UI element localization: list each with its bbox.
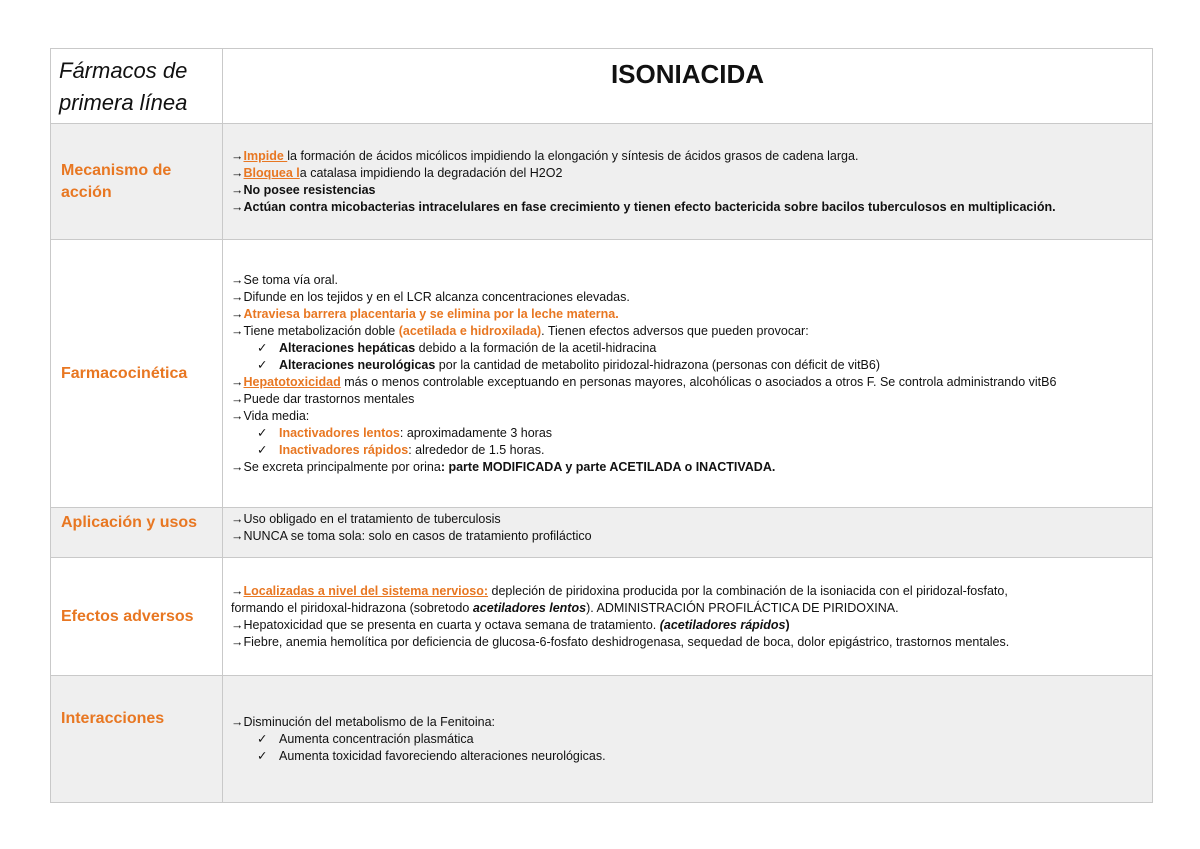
farmaco-line-8-bold: : parte MODIFICADA y parte ACETILADA o INACTIVADA. — [440, 459, 776, 474]
mecanismo-line-3 — [231, 182, 1144, 199]
farmaco-sub-1-text: debido a la formación de la acetil-hidracina — [415, 340, 657, 355]
arrow-icon: → — [231, 408, 244, 423]
farmaco-line-3-text: Atraviesa barrera placentaria y se elimina por la leche materna. — [243, 306, 619, 321]
farmaco-line-3 — [231, 306, 1144, 323]
efectos-line-1b-text-a: formando el piridoxal-hidrazona (sobretodo — [231, 600, 473, 615]
arrow-icon: → — [231, 529, 244, 543]
header-left-line2: primera línea — [59, 90, 188, 115]
label-mecanismo: Mecanismo de acción — [51, 124, 223, 240]
farmaco-line-7 — [231, 408, 1144, 425]
arrow-icon: → — [231, 391, 244, 406]
row-aplicacion — [51, 508, 1153, 558]
check-icon: ✓ — [257, 340, 268, 355]
highlight-hepatotoxicidad: Hepatotoxicidad — [243, 374, 341, 389]
farmaco-sub-3-highlight: Inactivadores lentos — [279, 425, 400, 440]
check-icon: ✓ — [257, 442, 268, 457]
efectos-line-2-italic: (acetiladores rápidos — [659, 617, 786, 632]
farmaco-line-5-text: más o menos controlable exceptuando en personas mayores, alcohólicas o asociados a otros F. Se controla administrando vitB6 — [340, 374, 1057, 389]
farmaco-line-4-text-a: Tiene metabolización doble — [243, 323, 399, 338]
header-left-cell — [51, 49, 223, 124]
check-icon: ✓ — [257, 732, 268, 746]
farmaco-line-2 — [231, 289, 1144, 306]
row-interacciones — [51, 676, 1153, 803]
label-aplicacion: Aplicación y usos — [51, 508, 223, 558]
farmaco-line-1-text: Se toma vía oral. — [243, 272, 338, 287]
efectos-line-2-close: ) — [785, 617, 790, 632]
efectos-line-3-text: Fiebre, anemia hemolítica por deficiencia de glucosa-6-fosfato deshidrogenasa, sequedad de boca, dolor epigástrico, trastornos mentales. — [243, 634, 1010, 649]
interacciones-line-1 — [231, 714, 1144, 731]
row-farmacocinetica — [51, 240, 1153, 508]
mecanismo-line-3-text: No posee resistencias — [243, 182, 376, 197]
drug-table — [50, 48, 1153, 803]
arrow-icon: → — [231, 289, 244, 304]
arrow-icon: → — [231, 199, 244, 214]
farmaco-sub-1 — [231, 340, 1144, 357]
mecanismo-line-4-text: Actúan contra micobacterias intracelulares en fase crecimiento y tienen efecto bactericida sobre bacilos tuberculosos en multiplicación. — [243, 199, 1056, 214]
check-icon: ✓ — [257, 357, 268, 372]
arrow-icon: → — [231, 182, 244, 197]
content-farmacocinetica — [223, 240, 1153, 508]
farmaco-sub-4-text: : alrededor de 1.5 horas. — [408, 442, 545, 457]
arrow-icon: → — [231, 272, 244, 287]
efectos-line-2-text: Hepatoxicidad que se presenta en cuarta y octava semana de tratamiento. — [243, 617, 660, 632]
aplicacion-line-1 — [231, 511, 1144, 528]
highlight-bloquea: Bloquea l — [243, 165, 300, 180]
arrow-icon: → — [231, 617, 244, 632]
farmaco-line-8-text: Se excreta principalmente por orina — [243, 459, 441, 474]
content-efectos — [223, 558, 1153, 676]
header-left-line1: Fármacos de — [59, 58, 188, 83]
farmaco-line-4-text-b: . Tienen efectos adversos que pueden provocar: — [541, 323, 809, 338]
farmaco-sub-2-bold: Alteraciones neurológicas — [279, 357, 436, 372]
arrow-icon: → — [231, 323, 244, 338]
farmaco-line-4 — [231, 323, 1144, 340]
arrow-icon: → — [231, 512, 244, 526]
farmaco-line-5 — [231, 374, 1144, 391]
mecanismo-line-2 — [231, 165, 1144, 182]
mecanismo-line-1-text: la formación de ácidos micólicos impidiendo la elongación y síntesis de ácidos grasos de cadena larga. — [287, 148, 859, 163]
mecanismo-line-4 — [231, 199, 1144, 216]
highlight-sistema-nervioso: Localizadas a nivel del sistema nervioso: — [243, 583, 489, 598]
farmaco-line-2-text: Difunde en los tejidos y en el LCR alcanza concentraciones elevadas. — [243, 289, 630, 304]
farmaco-line-8 — [231, 459, 1144, 476]
check-icon: ✓ — [257, 425, 268, 440]
interacciones-sub-2-text: Aumenta toxicidad favoreciendo alteraciones neurológicas. — [279, 749, 606, 763]
check-icon: ✓ — [257, 749, 268, 763]
aplicacion-line-2 — [231, 528, 1144, 545]
efectos-line-1b — [231, 600, 1144, 617]
arrow-icon: → — [231, 583, 244, 598]
interacciones-sub-1-text: Aumenta concentración plasmática — [279, 732, 474, 746]
label-efectos: Efectos adversos — [51, 558, 223, 676]
highlight-impide: Impide — [243, 148, 288, 163]
efectos-line-1b-italic: acetiladores lentos — [472, 600, 587, 615]
farmaco-sub-2-text: por la cantidad de metabolito piridozal-hidrazona (personas con déficit de vitB6) — [435, 357, 881, 372]
farmaco-line-4-highlight: (acetilada e hidroxilada) — [398, 323, 542, 338]
arrow-icon: → — [231, 374, 244, 389]
arrow-icon: → — [231, 459, 244, 474]
farmaco-sub-4 — [231, 442, 1144, 459]
label-interacciones: Interacciones — [51, 676, 223, 803]
farmaco-sub-1-bold: Alteraciones hepáticas — [279, 340, 416, 355]
arrow-icon: → — [231, 148, 244, 163]
mecanismo-line-1 — [231, 148, 1144, 165]
farmaco-line-6 — [231, 391, 1144, 408]
farmaco-sub-2 — [231, 357, 1144, 374]
farmaco-sub-3 — [231, 425, 1144, 442]
arrow-icon: → — [231, 165, 244, 180]
arrow-icon: → — [231, 715, 244, 729]
arrow-icon: → — [231, 306, 244, 321]
efectos-line-1-text: depleción de piridoxina producida por la combinación de la isoniacida con el piridozal-fosfato, — [488, 583, 1008, 598]
interacciones-sub-1 — [231, 731, 1144, 748]
efectos-line-1b-text-b: ). ADMINISTRACIÓN PROFILÁCTICA DE PIRIDOXINA. — [586, 600, 899, 615]
header-row — [51, 49, 1153, 124]
farmaco-line-7-text: Vida media: — [243, 408, 310, 423]
efectos-line-2 — [231, 617, 1144, 634]
label-farmacocinetica: Farmacocinética — [51, 240, 223, 508]
farmaco-sub-4-highlight: Inactivadores rápidos — [279, 442, 409, 457]
drug-title: ISONIACIDA — [223, 49, 1153, 124]
farmaco-line-1 — [231, 272, 1144, 289]
interacciones-sub-2 — [231, 748, 1144, 765]
content-aplicacion — [223, 508, 1153, 558]
content-interacciones — [223, 676, 1153, 803]
efectos-line-1 — [231, 583, 1144, 600]
efectos-line-3 — [231, 634, 1144, 651]
mecanismo-line-2-text: a catalasa impidiendo la degradación del H2O2 — [299, 165, 563, 180]
row-efectos — [51, 558, 1153, 676]
farmaco-line-6-text: Puede dar trastornos mentales — [243, 391, 415, 406]
content-mecanismo — [223, 124, 1153, 240]
interacciones-line-1-text: Disminución del metabolismo de la Fenitoina: — [243, 715, 496, 729]
farmaco-sub-3-text: : aproximadamente 3 horas — [399, 425, 553, 440]
aplicacion-line-1-text: Uso obligado en el tratamiento de tuberculosis — [243, 512, 501, 526]
arrow-icon: → — [231, 634, 244, 649]
row-mecanismo — [51, 124, 1153, 240]
aplicacion-line-2-text: NUNCA se toma sola: solo en casos de tratamiento profiláctico — [243, 529, 592, 543]
